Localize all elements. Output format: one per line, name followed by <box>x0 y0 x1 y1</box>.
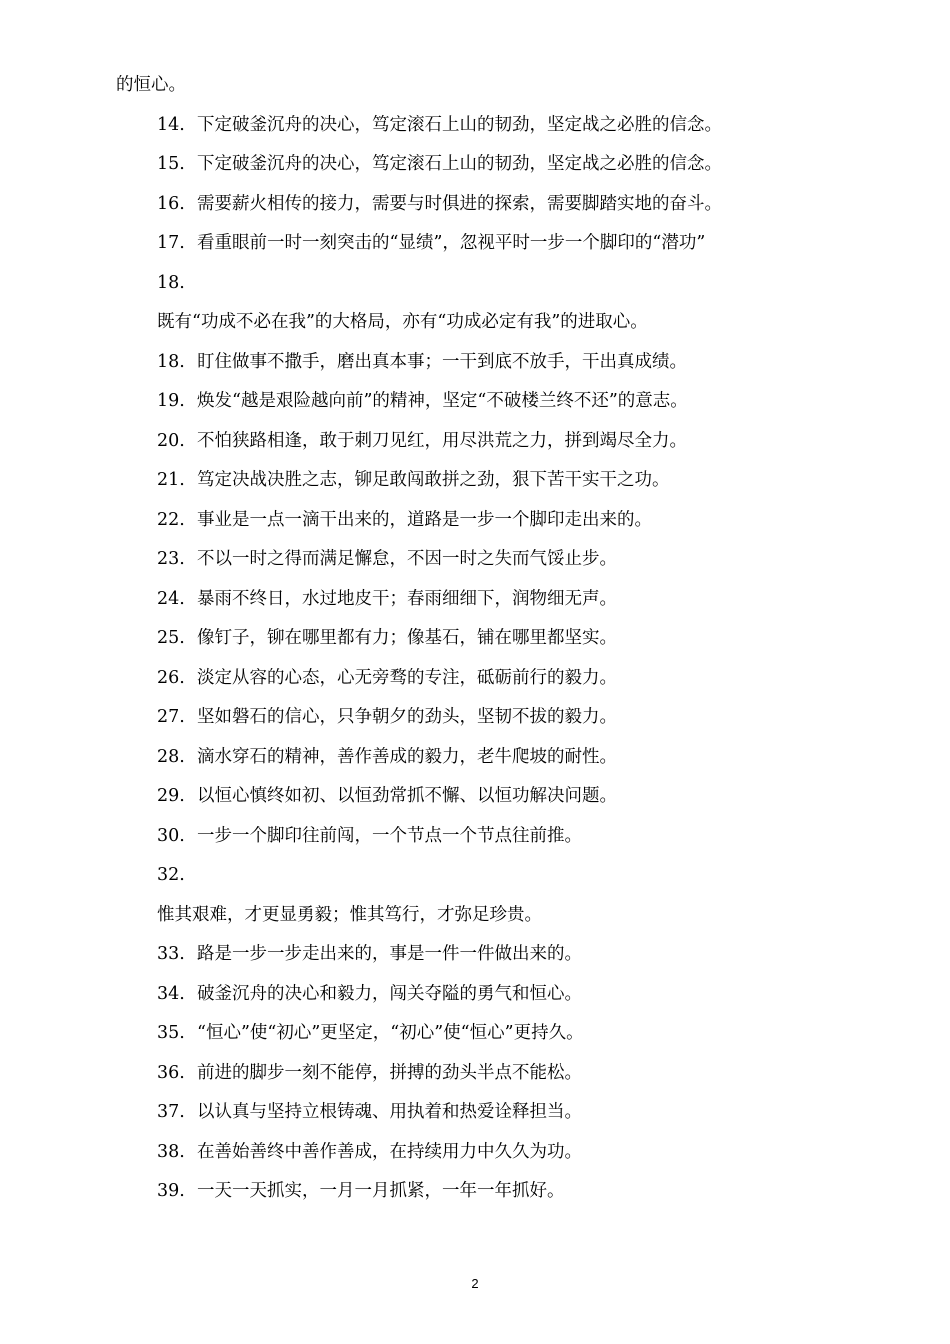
text-line <box>0 189 950 229</box>
item-number: 33. <box>157 944 185 964</box>
item-number: 37. <box>157 1102 185 1122</box>
text-line <box>0 347 950 387</box>
item-number: 35. <box>157 1023 185 1043</box>
line-text: 前进的脚步一刻不能停，拼搏的劲头半点不能松。 <box>197 1062 582 1083</box>
item-number: 24. <box>157 588 185 609</box>
line-text: 笃定决战决胜之志，铆足敢闯敢拼之劲，狠下苦干实干之功。 <box>197 470 670 490</box>
item-number: 28. <box>157 746 185 767</box>
line-text: 暴雨不终日，水过地皮干；春雨细细下，润物细无声。 <box>197 588 617 609</box>
line-text: 像钉子，铆在哪里都有力；像基石，铺在哪里都坚实。 <box>197 628 617 648</box>
item-number: 17. <box>157 233 185 253</box>
text-line <box>0 465 950 505</box>
line-text: “恒心”使“初心”更坚定，“初心”使“恒心”更持久。 <box>197 1023 584 1043</box>
text-line <box>0 860 950 900</box>
text-line <box>0 623 950 663</box>
item-number: 20. <box>157 430 185 451</box>
item-number: 39. <box>157 1181 185 1201</box>
line-text: 不怕狭路相逢，敢于刺刀见红，用尽洪荒之力，拼到竭尽全力。 <box>197 430 687 451</box>
line-text: 焕发“越是艰险越向前”的精神，坚定“不破楼兰终不还”的意志。 <box>197 391 688 411</box>
text-line <box>0 228 950 268</box>
item-number: 29. <box>157 786 185 806</box>
page-number: 2 <box>471 1276 479 1291</box>
line-text: 破釜沉舟的决心和毅力，闯关夺隘的勇气和恒心。 <box>197 983 582 1004</box>
item-number: 15. <box>157 154 185 174</box>
text-line <box>0 1137 950 1177</box>
item-number: 30. <box>157 825 185 846</box>
item-number: 26. <box>157 667 185 688</box>
item-number: 36. <box>157 1062 185 1083</box>
line-text: 的恒心。 <box>116 75 186 95</box>
line-text: 不以一时之得而满足懈怠，不因一时之失而气馁止步。 <box>197 549 617 569</box>
line-text: 下定破釜沉舟的决心，笃定滚石上山的韧劲，坚定战之必胜的信念。 <box>197 154 722 174</box>
line-text: 以恒心慎终如初、以恒劲常抓不懈、以恒功解决问题。 <box>197 786 617 806</box>
text-line <box>0 110 950 150</box>
line-text: 路是一步一步走出来的，事是一件一件做出来的。 <box>197 944 582 964</box>
line-text: 以认真与坚持立根铸魂、用执着和热爱诠释担当。 <box>197 1102 582 1122</box>
item-number: 21. <box>157 470 185 490</box>
text-line <box>0 939 950 979</box>
line-text: 既有“功成不必在我”的大格局，亦有“功成必定有我”的进取心。 <box>157 312 648 332</box>
line-text: 淡定从容的心态，心无旁骛的专注，砥砺前行的毅力。 <box>197 667 617 688</box>
item-number: 34. <box>157 983 185 1004</box>
item-number: 27. <box>157 707 185 727</box>
line-text: 在善始善终中善作善成，在持续用力中久久为功。 <box>197 1141 582 1162</box>
text-line <box>0 1097 950 1137</box>
text-line <box>0 702 950 742</box>
item-number: 32. <box>157 865 185 885</box>
line-text: 一步一个脚印往前闯，一个节点一个节点往前推。 <box>197 825 582 846</box>
text-line <box>0 979 950 1019</box>
item-number: 23. <box>157 549 185 569</box>
item-number: 16. <box>157 193 185 214</box>
line-text: 惟其艰难，才更显勇毅；惟其笃行，才弥足珍贵。 <box>157 904 542 925</box>
text-line <box>0 781 950 821</box>
text-line <box>0 900 950 940</box>
text-line <box>0 268 950 308</box>
item-number: 18. <box>157 272 185 293</box>
text-line <box>0 742 950 782</box>
text-line <box>0 544 950 584</box>
text-line <box>0 505 950 545</box>
text-line <box>0 149 950 189</box>
line-text: 看重眼前一时一刻突击的“显绩”，忽视平时一步一个脚印的“潜功” <box>197 233 706 253</box>
text-line <box>0 1018 950 1058</box>
item-number: 25. <box>157 628 185 648</box>
line-text: 坚如磐石的信心，只争朝夕的劲头，坚韧不拔的毅力。 <box>197 707 617 727</box>
text-line <box>0 584 950 624</box>
text-line <box>0 1058 950 1098</box>
item-number: 19. <box>157 391 185 411</box>
line-text: 盯住做事不撒手，磨出真本事；一干到底不放手，干出真成绩。 <box>197 351 687 372</box>
text-line <box>0 70 950 110</box>
line-text: 一天一天抓实，一月一月抓紧，一年一年抓好。 <box>197 1181 565 1201</box>
line-text: 滴水穿石的精神，善作善成的毅力，老牛爬坡的耐性。 <box>197 746 617 767</box>
item-number: 14. <box>157 114 185 135</box>
text-line <box>0 307 950 347</box>
line-text: 需要薪火相传的接力，需要与时俱进的探索，需要脚踏实地的奋斗。 <box>197 193 722 214</box>
text-line <box>0 1176 950 1216</box>
line-text: 下定破釜沉舟的决心，笃定滚石上山的韧劲，坚定战之必胜的信念。 <box>197 114 722 135</box>
line-text: 事业是一点一滴干出来的，道路是一步一个脚印走出来的。 <box>197 509 652 530</box>
item-number: 18. <box>157 351 185 372</box>
text-line <box>0 426 950 466</box>
text-line <box>0 663 950 703</box>
item-number: 22. <box>157 509 185 530</box>
text-line <box>0 821 950 861</box>
item-number: 38. <box>157 1141 185 1162</box>
text-line <box>0 386 950 426</box>
text-body <box>0 70 950 1216</box>
